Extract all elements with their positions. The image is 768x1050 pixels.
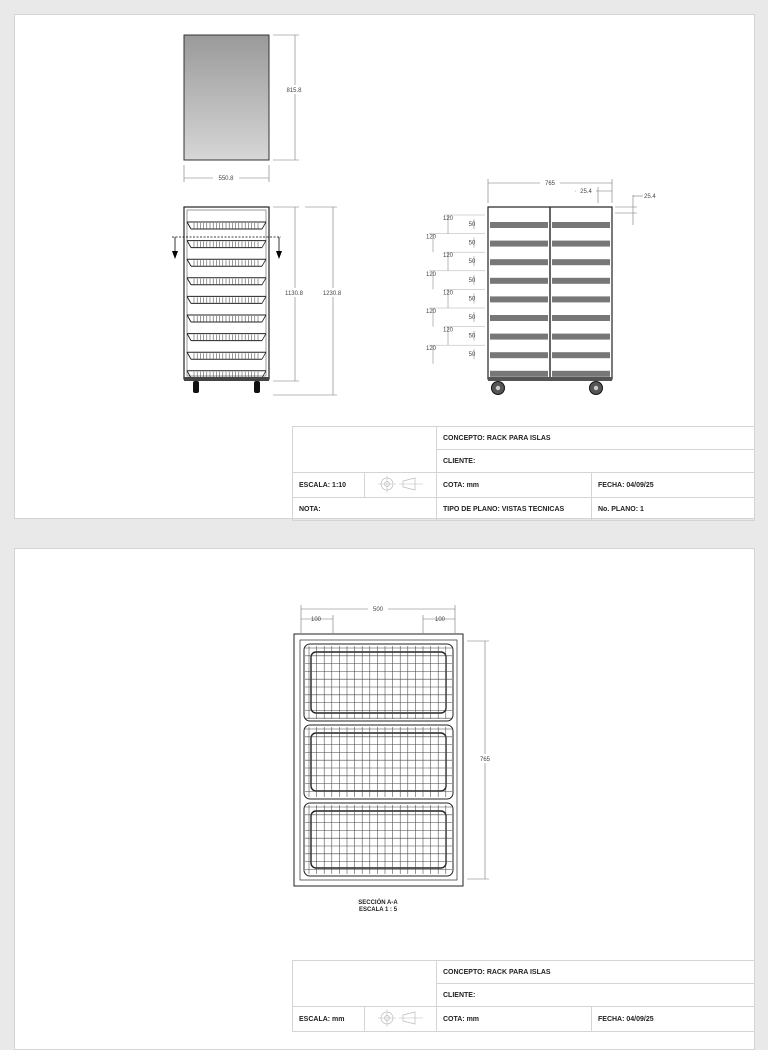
side-shelf-gap-dim: 50 [468,296,476,303]
side-shelf-slide [490,278,548,284]
side-shelf-slide [552,278,610,284]
cota-field: COTA: mm [437,1007,592,1032]
side-shelf-gap-dim: 50 [468,259,476,266]
top-depth-dim: 815.8 [286,88,302,94]
date-field: FECHA: 04/09/25 [592,473,755,498]
concept-field: CONCEPTO: RACK PARA ISLAS [437,961,755,984]
title-block-2 [292,960,755,1032]
section-view-sheet-2 [15,549,754,959]
front-view [172,207,345,395]
concept-field: CONCEPTO: RACK PARA ISLAS [437,427,755,450]
side-shelf-slide [552,334,610,340]
side-spacing-dim: 120 [442,290,454,297]
top-width-dim: 550.8 [218,176,234,182]
note-field: NOTA: [293,498,437,521]
side-frame-dim-a: 25.4 [580,189,592,195]
side-shelf-gap-dim: 50 [468,333,476,340]
side-shelf-slide [552,241,610,247]
side-shelf-gap-dim: 50 [468,352,476,359]
side-shelf-gap-dim: 50 [468,222,476,228]
cota-field: COTA: mm [437,473,592,498]
side-shelf-slide [552,222,610,228]
side-shelf-gap-dim: 50 [468,240,476,247]
front-total-height-dim: 1230.8 [322,291,342,297]
title-block-1 [292,426,755,521]
scale-field: ESCALA: mm [293,1007,365,1032]
side-shelf-slide [490,352,548,358]
section-caption: SECCIÓN A-A [358,900,398,906]
side-shelf-slide [490,334,548,340]
client-field: CLIENTE: [437,450,755,473]
side-shelf-slide [490,222,548,228]
side-spacing-dim: 120 [425,346,437,353]
side-view [426,178,656,395]
side-shelf-slide [552,352,610,358]
section-scale: ESCALA 1 : 5 [358,907,398,913]
side-spacing-dim: 120 [442,216,454,222]
date-field: FECHA: 04/09/25 [592,1007,755,1032]
side-spacing-dim: 120 [425,271,437,278]
side-spacing-dim: 120 [425,234,437,241]
side-shelf-slide [552,371,610,377]
technical-views-sheet-1 [15,15,754,425]
section-width-dim: 500 [372,607,384,613]
top-view [184,35,305,183]
scale-field: ESCALA: 1:10 [293,473,365,498]
side-shelf-gap-dim: 50 [468,277,476,284]
side-width-dim: 765 [544,181,556,187]
section-a-a [294,605,494,913]
section-depth-dim: 765 [479,757,491,763]
side-frame-dim-b: 25.4 [644,194,656,200]
side-shelf-slide [490,241,548,247]
side-spacing-dim: 120 [425,309,437,315]
side-shelf-gap-dim: 50 [468,315,476,321]
side-shelf-slide [490,296,548,302]
client-field: CLIENTE: [437,984,755,1007]
plan-number-field: No. PLANO: 1 [592,498,755,521]
side-shelf-slide [490,259,548,265]
side-shelf-slide [490,315,548,321]
side-shelf-slide [552,296,610,302]
section-right-margin-dim: 100 [434,617,446,623]
projection-symbol [365,1007,437,1032]
side-shelf-slide [490,371,548,377]
side-spacing-dim: 120 [442,327,454,334]
drawing-sheet-2 [14,548,755,1050]
side-shelf-slide [552,259,610,265]
plan-type-field: TIPO DE PLANO: VISTAS TECNICAS [437,498,592,521]
front-inner-height-dim: 1130.8 [285,291,303,297]
drawing-sheet-1 [14,14,755,519]
section-left-margin-dim: 100 [310,617,322,623]
projection-symbol [365,473,437,498]
side-shelf-slide [552,315,610,321]
side-spacing-dim: 120 [442,253,454,260]
